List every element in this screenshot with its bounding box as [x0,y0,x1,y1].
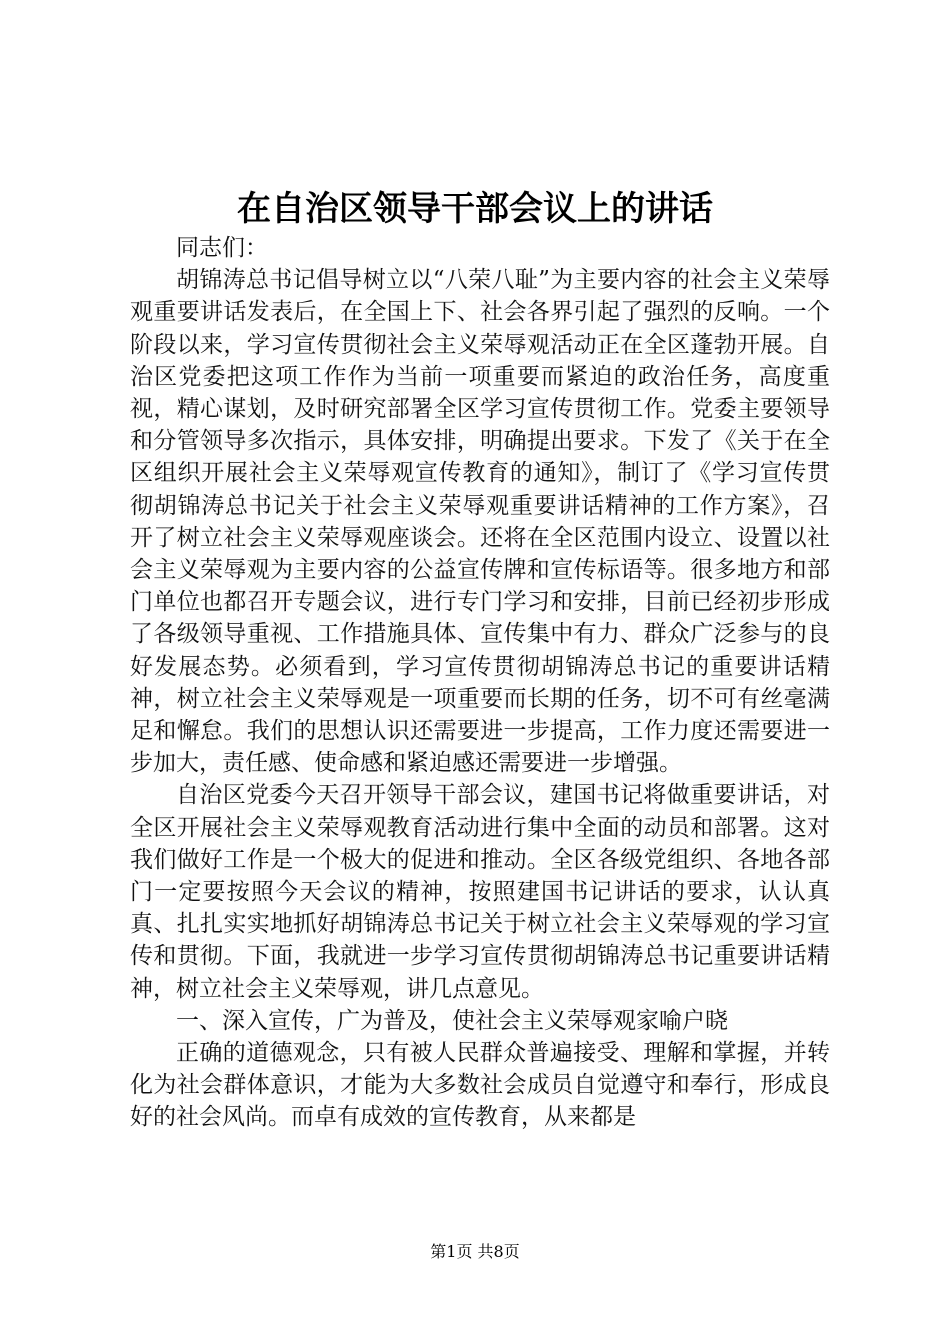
paragraph: 正确的道德观念，只有被人民群众普遍接受、理解和掌握，并转化为社会群体意识，才能为大多数社会成员自觉遵守和奉行，形成良好的社会风尚。而卓有成效的宣传教育，从来都是 [130,1040,830,1131]
document-body [130,232,830,1134]
paragraph: 自治区党委今天召开领导干部会议，建国书记将做重要讲话，对全区开展社会主义荣辱观教育活动进行集中全面的动员和部署。这对我们做好工作是一个极大的促进和推动。全区各级党组织、各地各部门一定要按照今天会议的精神，按照建国书记讲话的要求，认认真真、扎扎实实地抓好胡锦涛总书记关于树立社会主义荣辱观的学习宣传和贯彻。下面，我就进一步学习宣传贯彻胡锦涛总书记重要讲话精神，树立社会主义荣辱观，讲几点意见。 [130,782,830,1002]
section-heading: 一、深入宣传，广为普及，使社会主义荣辱观家喻户晓 [176,1007,728,1034]
page-number-footer: 第1页 共8页 [430,1242,520,1261]
document-title: 在自治区领导干部会议上的讲话 [237,189,713,229]
paragraph: 胡锦涛总书记倡导树立以“八荣八耻”为主要内容的社会主义荣辱观重要讲话发表后，在全国上下、社会各界引起了强烈的反响。一个阶段以来，学习宣传贯彻社会主义荣辱观活动正在全区蓬勃开展。自治区党委把这项工作作为当前一项重要而紧迫的政治任务，高度重视，精心谋划，及时研究部署全区学习宣传贯彻工作。党委主要领导和分管领导多次指示，具体安排，明确提出要求。下发了《关于在全区组织开展社会主义荣辱观宣传教育的通知》，制订了《学习宣传贯彻胡锦涛总书记关于社会主义荣辱观重要讲话精神的工作方案》，召开了树立社会主义荣辱观座谈会。还将在全区范围内设立、设置以社会主义荣辱观为主要内容的公益宣传牌和宣传标语等。很多地方和部门单位也都召开专题会议，进行专门学习和安排，目前已经初步形成了各级领导重视、工作措施具体、宣传集中有力、群众广泛参与的良好发展态势。必须看到，学习宣传贯彻胡锦涛总书记的重要讲话精神，树立社会主义荣辱观是一项重要而长期的任务，切不可有丝毫满足和懈怠。我们的思想认识还需要进一步提高，工作力度还需要进一步加大，责任感、使命感和紧迫感还需要进一步增强。 [130,267,830,777]
salutation: 同志们： [176,235,268,261]
